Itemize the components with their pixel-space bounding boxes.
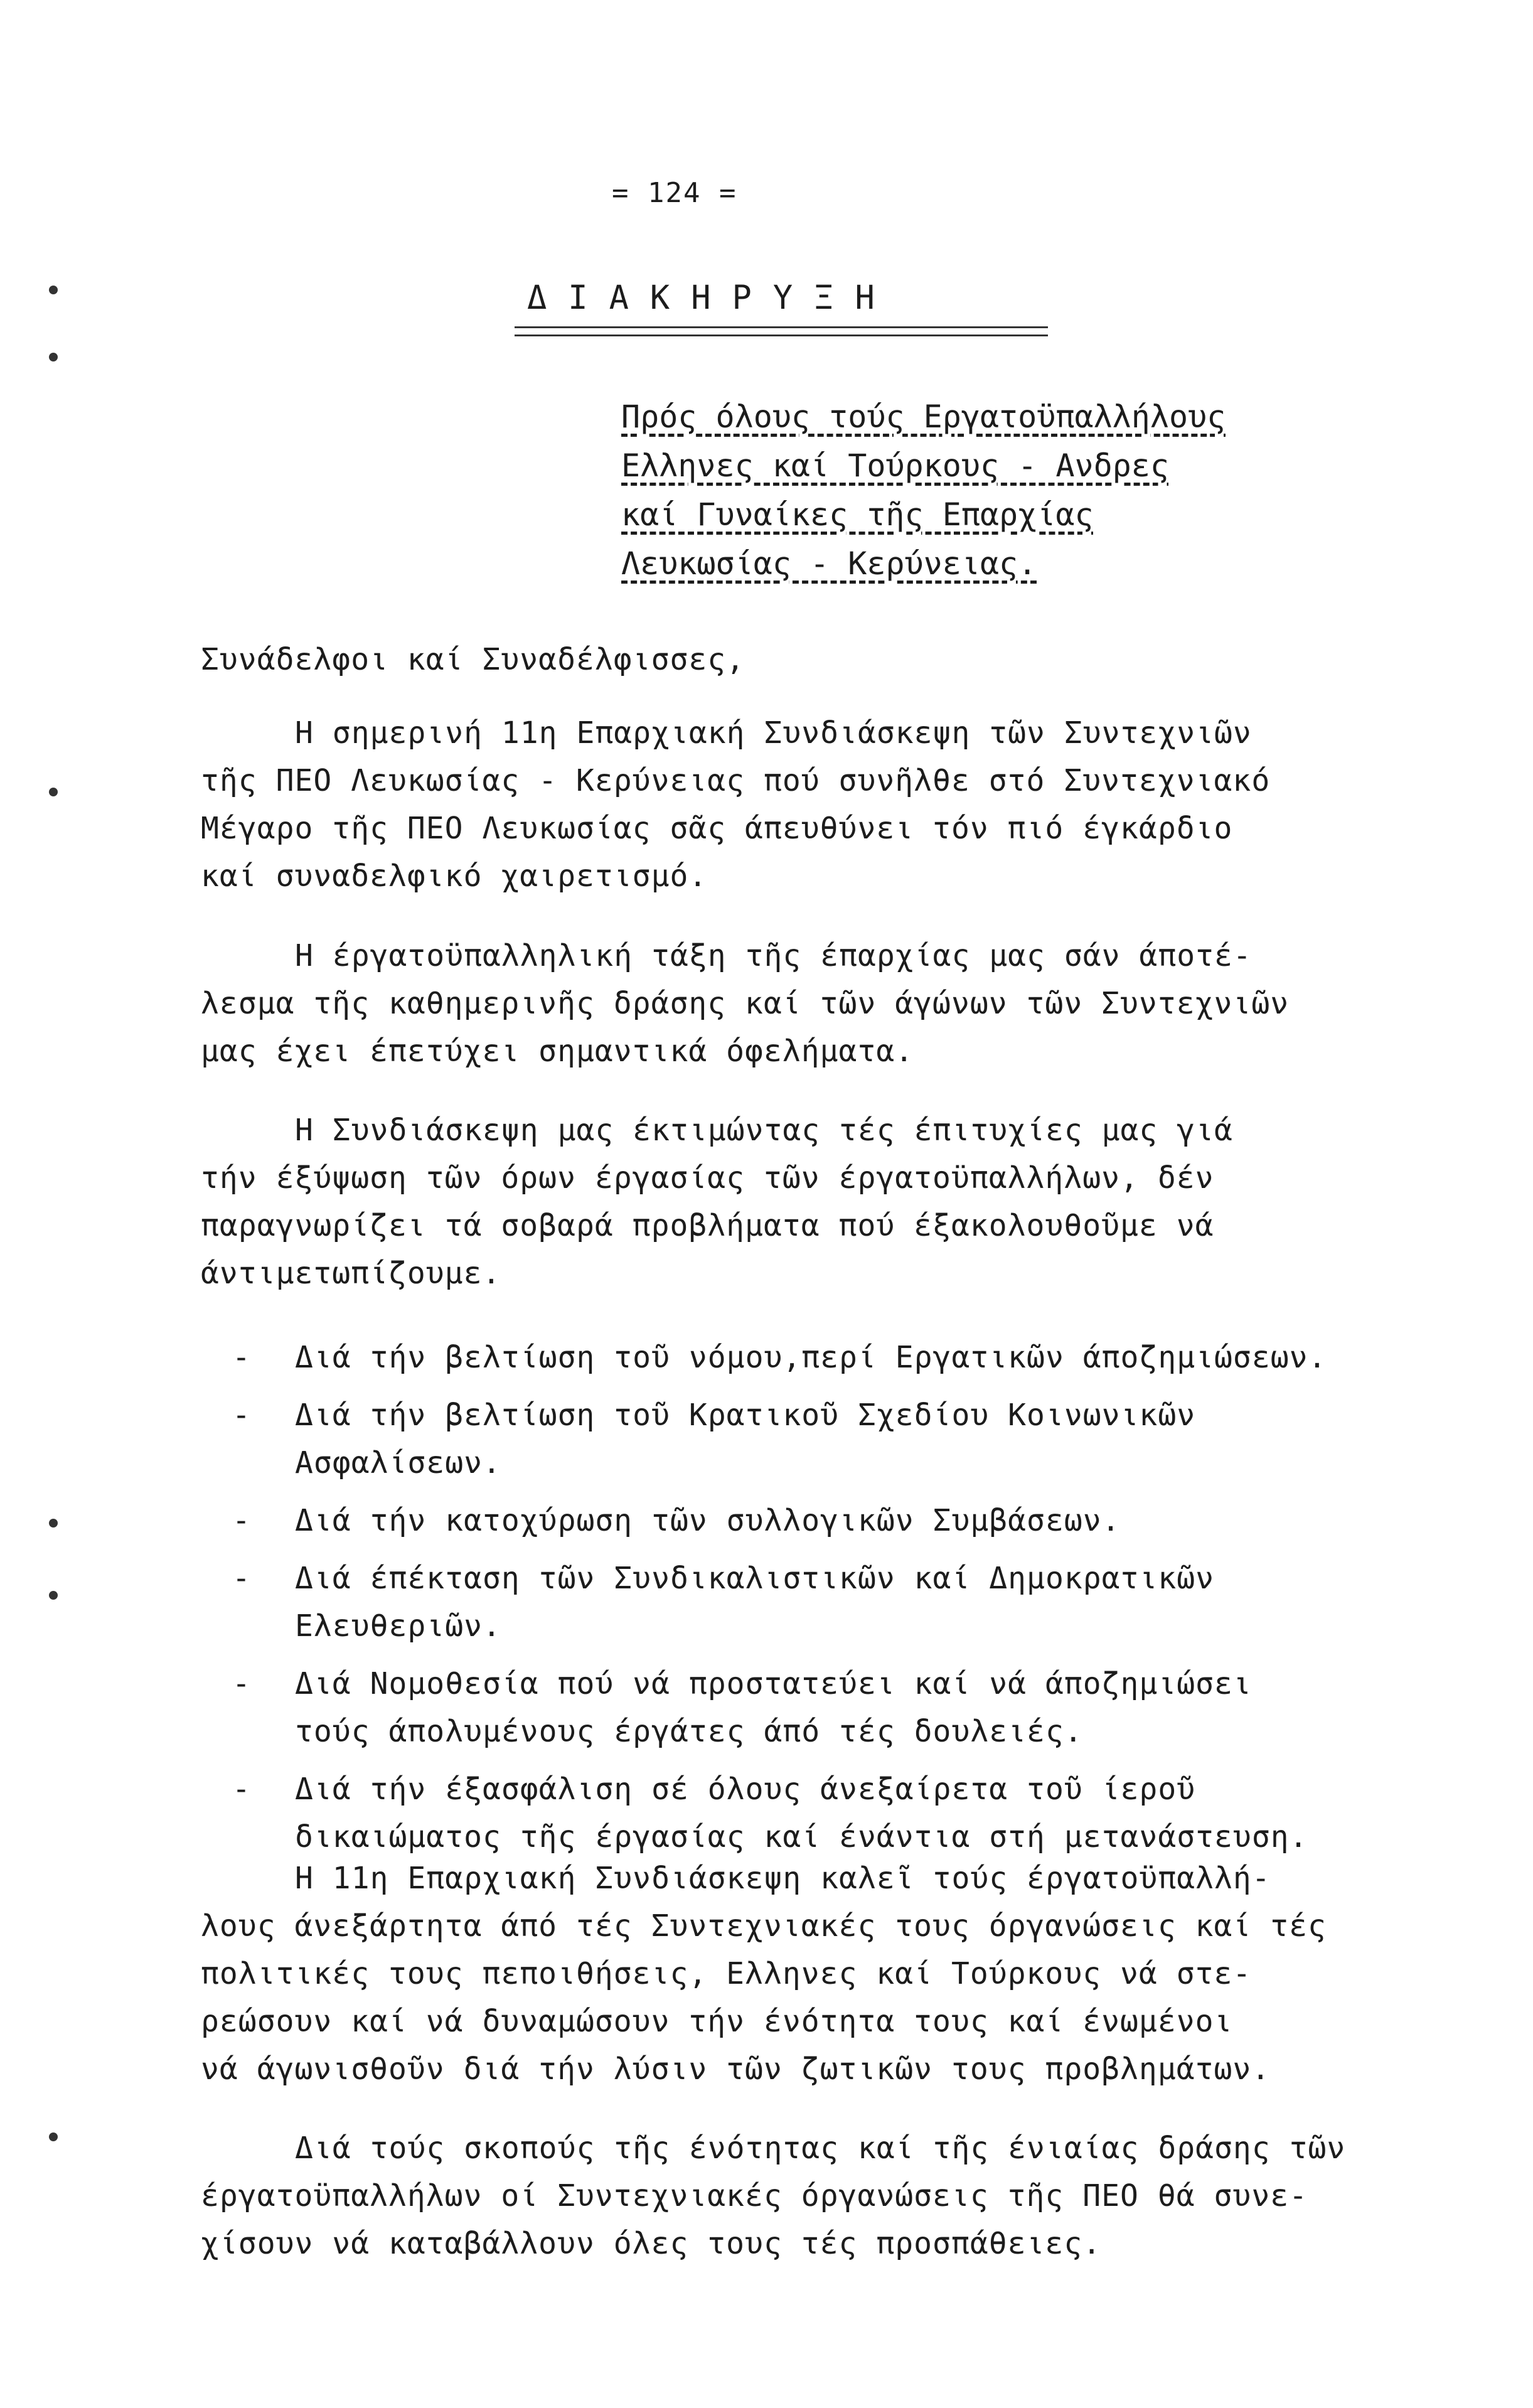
text-line: τῆς ΠΕΟ Λευκωσίας - Κερύνειας πού συνῆλθε στό Συντεχνιακό	[201, 763, 1271, 798]
list-item-text: Διά τήν βελτίωση τοῦ Κρατικοῦ Σχεδίου Κοινωνικῶν	[295, 1398, 1196, 1433]
address-line: Πρός όλους τούς Εργατοϋπαλλήλους	[621, 399, 1226, 435]
list-bullet: -	[232, 1666, 251, 1701]
paragraph-call-to-unity	[201, 1854, 1343, 2093]
list-item	[232, 1334, 1424, 1381]
list-item	[232, 1765, 1424, 1861]
demands-list	[232, 1334, 1424, 1871]
punch-hole-mark	[49, 1519, 58, 1528]
text-line: μας έχει έπετύχει σημαντικά όφελήματα.	[201, 1034, 914, 1069]
list-item-text: Διά έπέκταση τῶν Συνδικαλιστικῶν καί Δημοκρατικῶν	[295, 1561, 1215, 1596]
text-line: καί συναδελφικό χαιρετισμό.	[201, 859, 708, 894]
paragraph-closing	[201, 2124, 1346, 2267]
address-block	[621, 392, 1226, 588]
text-line: λεσμα τῆς καθημερινῆς δράσης καί τῶν άγώνων τῶν Συντεχνιῶν	[201, 986, 1290, 1021]
address-line: Ελληνες καί Τούρκους - Ανδρες	[621, 447, 1169, 484]
text-line: Μέγαρο τῆς ΠΕΟ Λευκωσίας σᾶς άπευθύνει τόν πιό έγκάρδιο	[201, 811, 1233, 846]
text-line: Η 11η Επαρχιακή Συνδιάσκεψη καλεῖ τούς έργατοϋπαλλή-	[295, 1861, 1271, 1896]
paragraph-achievements	[201, 932, 1343, 1075]
text-line: άντιμετωπίζουμε.	[201, 1256, 501, 1291]
punch-hole-mark	[49, 1591, 58, 1600]
text-line: Η έργατοϋπαλληλική τάξη τῆς έπαρχίας μας σάν άποτέ-	[295, 938, 1252, 973]
text-line: λους άνεξάρτητα άπό τές Συντεχνιακές τους όργανώσεις καί τές	[201, 1908, 1327, 1944]
text-line: Η Συνδιάσκεψη μας έκτιμώντας τές έπιτυχίες μας γιά	[295, 1113, 1233, 1148]
text-line: Διά τούς σκοπούς τῆς ένότητας καί τῆς ένιαίας δράσης τῶν	[295, 2131, 1346, 2166]
list-item-text: Ελευθεριῶν.	[295, 1608, 501, 1644]
list-bullet: -	[232, 1340, 251, 1375]
page-number: = 124 =	[612, 177, 737, 209]
list-item	[232, 1391, 1424, 1487]
text-line: χίσουν νά καταβάλλουν όλες τους τές προσπάθειες.	[201, 2226, 1102, 2261]
list-item	[232, 1660, 1424, 1755]
list-item-text: Διά τήν βελτίωση τοῦ νόμου,περί Εργατικῶν άποζημιώσεων.	[295, 1340, 1327, 1375]
text-line: παραγνωρίζει τά σοβαρά προβλήματα πού έξακολουθοῦμε νά	[201, 1208, 1214, 1243]
list-item-text: δικαιώματος τῆς έργασίας καί ένάντια στή μετανάστευση.	[295, 1819, 1308, 1854]
list-item-text: Ασφαλίσεων.	[295, 1445, 501, 1480]
paragraph-greeting	[201, 709, 1343, 900]
list-item-text: τούς άπολυμένους έργάτες άπό τές δουλειές.	[295, 1714, 1083, 1749]
punch-hole-mark	[49, 2132, 58, 2141]
text-line: έργατοϋπαλλήλων οί Συντεχνιακές όργανώσεις τῆς ΠΕΟ θά συνε-	[201, 2178, 1308, 2213]
heading-double-rule	[515, 326, 1048, 336]
address-line: Λευκωσίας - Κερύνειας.	[621, 545, 1037, 582]
text-line: Η σημερινή 11η Επαρχιακή Συνδιάσκεψη τῶν Συντεχνιῶν	[295, 715, 1252, 751]
address-line: καί Γυναίκες τῆς Επαρχίας	[621, 496, 1094, 533]
punch-hole-mark	[49, 353, 58, 361]
document-heading: ΔΙΑΚΗΡΥΞΗ	[527, 279, 896, 317]
punch-hole-mark	[49, 788, 58, 796]
list-item-text: Διά τήν κατοχύρωση τῶν συλλογικῶν Συμβάσεων.	[295, 1503, 1121, 1538]
text-line: τήν έξύψωση τῶν όρων έργασίας τῶν έργατοϋπαλλήλων, δέν	[201, 1160, 1214, 1196]
paragraph-problems	[201, 1106, 1343, 1297]
list-bullet: -	[232, 1772, 251, 1807]
salutation: Συνάδελφοι καί Συναδέλφισσες,	[201, 642, 745, 677]
list-bullet: -	[232, 1503, 251, 1538]
list-item-text: Διά Νομοθεσία πού νά προστατεύει καί νά άποζημιώσει	[295, 1666, 1252, 1701]
list-bullet: -	[232, 1561, 251, 1596]
text-line: ρεώσουν καί νά δυναμώσουν τήν ένότητα τους καί ένωμένοι	[201, 2004, 1233, 2039]
list-item	[232, 1554, 1424, 1650]
list-item-text: Διά τήν έξασφάλιση σέ όλους άνεξαίρετα τοῦ ίεροῦ	[295, 1772, 1196, 1807]
list-bullet: -	[232, 1398, 251, 1433]
punch-hole-mark	[49, 286, 58, 294]
list-item	[232, 1497, 1424, 1544]
text-line: πολιτικές τους πεποιθήσεις, Ελληνες καί Τούρκους νά στε-	[201, 1956, 1252, 1991]
text-line: νά άγωνισθοῦν διά τήν λύσιν τῶν ζωτικῶν τους προβλημάτων.	[201, 2052, 1271, 2087]
